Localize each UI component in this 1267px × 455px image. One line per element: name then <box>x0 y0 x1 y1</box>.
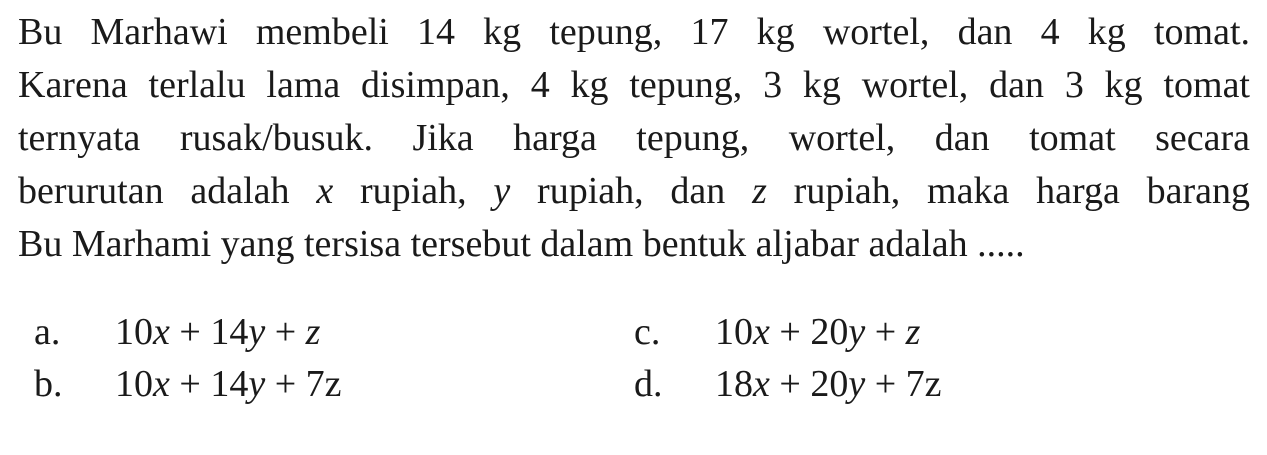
question-line-3: ternyata rusak/busuk. Jika harga tepung, wortel, dan tomat secara <box>18 117 1250 159</box>
option-b-op-1: + <box>169 363 211 405</box>
option-d-term-3: 7z <box>905 363 942 405</box>
option-c-op-1: + <box>769 311 811 353</box>
option-b-term-3: 7z <box>305 363 342 405</box>
option-a-letter: a. <box>34 311 61 353</box>
line4-text-2: rupiah, <box>333 170 494 212</box>
question-line-1: Bu Marhawi membeli 14 kg tepung, 17 kg wortel, dan 4 kg tomat. <box>18 11 1250 53</box>
option-a-var-1: x <box>153 311 170 353</box>
line4-text-1: berurutan adalah <box>18 170 317 212</box>
question-line-5: Bu Marhami yang tersisa tersebut dalam bentuk aljabar adalah ..... <box>18 223 1025 265</box>
option-c-coef-1: 10 <box>715 311 753 353</box>
option-a-op-1: + <box>169 311 211 353</box>
option-c-expression <box>715 308 920 356</box>
option-c-letter: c. <box>634 311 661 353</box>
option-c-var-1: x <box>753 311 770 353</box>
option-b-var-1: x <box>153 363 170 405</box>
option-a-coef-2: 14 <box>210 311 249 353</box>
option-a-var-2: y <box>248 311 266 353</box>
option-c-op-2: + <box>865 311 906 353</box>
option-d-var-2: y <box>848 363 866 405</box>
option-c-var-2: y <box>848 311 866 353</box>
question-text <box>18 6 1250 271</box>
option-d-letter: d. <box>634 363 663 405</box>
option-d-op-1: + <box>769 363 811 405</box>
option-b-coef-2: 14 <box>210 363 249 405</box>
line4-text-3: rupiah, dan <box>510 170 753 212</box>
option-b-letter: b. <box>34 363 63 405</box>
option-b-expression <box>115 360 342 408</box>
option-d-expression <box>715 360 942 408</box>
option-a-op-2: + <box>265 311 306 353</box>
option-b-var-2: y <box>248 363 266 405</box>
option-d-coef-2: 20 <box>810 363 849 405</box>
option-a-coef-1: 10 <box>115 311 153 353</box>
option-a-var-3: z <box>305 311 321 353</box>
question-line-4 <box>18 165 1250 218</box>
variable-z: z <box>752 170 767 212</box>
option-c-var-3: z <box>905 311 921 353</box>
option-b-coef-1: 10 <box>115 363 153 405</box>
line4-text-4: rupiah, maka harga barang <box>766 170 1251 212</box>
variable-x: x <box>316 170 334 212</box>
option-b-op-2: + <box>265 363 306 405</box>
option-c-coef-2: 20 <box>810 311 849 353</box>
option-d-var-1: x <box>753 363 770 405</box>
option-d-coef-1: 18 <box>715 363 753 405</box>
variable-y: y <box>493 170 511 212</box>
option-a-expression <box>115 308 320 356</box>
question-line-2: Karena terlalu lama disimpan, 4 kg tepung, 3 kg wortel, dan 3 kg tomat <box>18 64 1250 106</box>
option-d-op-2: + <box>865 363 906 405</box>
